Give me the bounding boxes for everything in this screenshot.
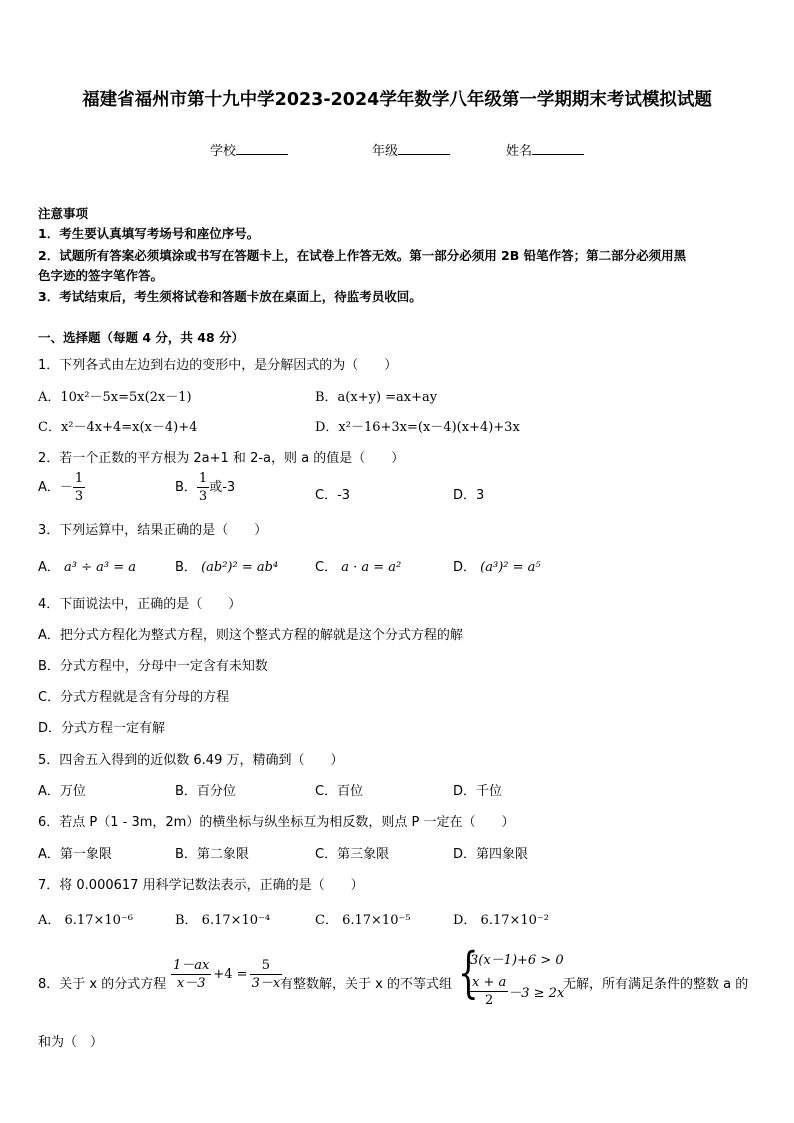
q3-option-b-label: B． [175,560,197,575]
q3-stem: 3．下列运算中，结果正确的是（ ） [38,523,268,538]
q7-option-a: A． 6.17×10⁻⁶ [38,913,133,928]
q2-a-numerator: 1 [74,471,84,486]
q6-option-a: A．第一象限 [38,847,112,862]
q6-option-c: C．第三象限 [315,847,390,862]
note-2-cont: 色字迹的签字笔作答。 [38,268,164,283]
q2-option-a [38,470,85,505]
notes-heading: 注意事项 [38,206,89,221]
q3-option-d [453,556,541,575]
q7-option-d: D． 6.17×10⁻² [453,913,550,928]
q5-option-a: A．万位 [38,784,86,799]
section-heading: 一、选择题（每题 4 分，共 48 分） [38,330,245,345]
q1-option-a: A．10x²－5x=5x(2x－1) [38,390,192,405]
q3-option-a-expr: a³ ÷ a³ = a [64,560,137,575]
q4-option-b: B．分式方程中，分母中一定含有未知数 [38,659,268,674]
q2-option-d: D．3 [453,488,485,503]
q8-text-2: 有整数解，关于 x 的不等式组 [280,977,452,992]
q8-text-4: 和为（ ） [38,1035,104,1050]
q8-ineq-denominator: 2 [484,993,494,1008]
q3-option-a-label: A． [38,560,60,575]
q8-equation [171,957,282,992]
q1-option-b: B．a(x+y) =ax+ay [315,390,438,405]
q8-brace: { [458,941,479,1004]
q3-option-d-expr: (a³)² = a⁵ [480,560,541,575]
q6-option-b: B．第二象限 [175,847,249,862]
q4-option-a: A．把分式方程化为整式方程，则这个整式方程的解就是这个分式方程的解 [38,628,463,643]
q3-option-c-label: C． [315,560,338,575]
grade-field [372,140,450,159]
q2-a-denominator: 3 [74,489,84,504]
school-label: 学校 [210,144,237,159]
q5-option-c: C．百位 [315,784,364,799]
q3-option-c-expr: a · a = a² [341,560,402,575]
q2-option-c: C．-3 [315,488,351,503]
q8-equation-mid: +4 = [213,967,248,982]
q6-stem: 6．若点 P（1 - 3m，2m）的横坐标与纵坐标互为相反数，则点 P 一定在（ ） [38,815,515,830]
q8-fraction-2 [250,957,283,992]
q8-text-3: 无解，所有满足条件的整数 a 的 [563,977,749,992]
q8-f2-denominator: 3－x [251,976,281,991]
grade-label: 年级 [372,144,399,159]
q2-stem: 2．若一个正数的平方根为 2a+1 和 2-a，则 a 的值是（ ） [38,451,405,466]
note-1: 1．考生要认真填写考场号和座位序号。 [38,226,260,241]
q2-option-b [175,470,235,505]
note-2: 2．试题所有答案必须填涂或书写在答题卡上，在试卷上作答无效。第一部分必须用 2B 铅笔作答；第二部分必须用黑 [38,248,687,263]
q7-option-b: B． 6.17×10⁻⁴ [175,913,271,928]
q8-text-1: 8．关于 x 的分式方程 [38,977,167,992]
name-blank [532,144,584,155]
q2-option-a-sign: － [59,480,73,495]
school-field [210,140,288,159]
q3-option-a [38,556,136,575]
q1-option-d: D．x²－16+3x=(x－4)(x+4)+3x [315,420,520,435]
page-title: 福建省福州市第十九中学2023-2024学年数学八年级第一学期期末考试模拟试题 [82,90,712,110]
q2-option-b-label: B． [175,480,197,495]
q4-option-d: D．分式方程一定有解 [38,721,166,736]
q1-stem: 1．下列各式由左边到右边的变形中，是分解因式的为（ ） [38,358,398,373]
q3-option-c [315,556,401,575]
note-3: 3．考试结束后，考生须将试卷和答题卡放在桌面上，待监考员收回。 [38,289,422,304]
q4-option-c: C．分式方程就是含有分母的方程 [38,690,230,705]
q6-option-d: D．第四象限 [453,847,529,862]
name-label: 姓名 [506,144,533,159]
q2-option-a-label: A． [38,480,60,495]
q8-ineq-tail: －3 ≥ 2x [508,986,565,1001]
q8-inequality-fraction [470,974,508,1009]
q2-option-b-fraction [197,470,209,505]
q2-option-a-fraction [73,470,85,505]
q2-b-denominator: 3 [198,489,208,504]
q3-option-b [175,556,278,575]
q3-option-d-label: D． [453,560,477,575]
q1-option-c: C．x²－4x+4=x(x－4)+4 [38,420,198,435]
q8-ineq-numerator: x + a [472,975,507,990]
school-blank [236,144,288,155]
q2-option-b-tail: 或-3 [209,480,236,495]
q8-inequality-1: 3(x－1)+6 > 0 [470,953,564,968]
q8-fraction-1 [171,957,211,992]
q3-option-b-expr: (ab²)² = ab⁴ [201,560,279,575]
q5-option-b: B．百分位 [175,784,236,799]
q5-option-d: D．千位 [453,784,503,799]
q4-stem: 4．下面说法中，正确的是（ ） [38,597,242,612]
q8-f1-denominator: x－3 [176,976,206,991]
name-field [506,140,584,159]
q5-stem: 5．四舍五入得到的近似数 6.49 万，精确到（ ） [38,753,344,768]
q7-option-c: C． 6.17×10⁻⁵ [315,913,411,928]
grade-blank [398,144,450,155]
q8-inequality-2 [470,974,564,1009]
q2-b-numerator: 1 [198,471,208,486]
q8-f1-numerator: 1－ax [173,958,210,973]
q7-stem: 7．将 0.000617 用科学记数法表示，正确的是（ ） [38,878,364,893]
q8-f2-numerator: 5 [250,957,283,975]
